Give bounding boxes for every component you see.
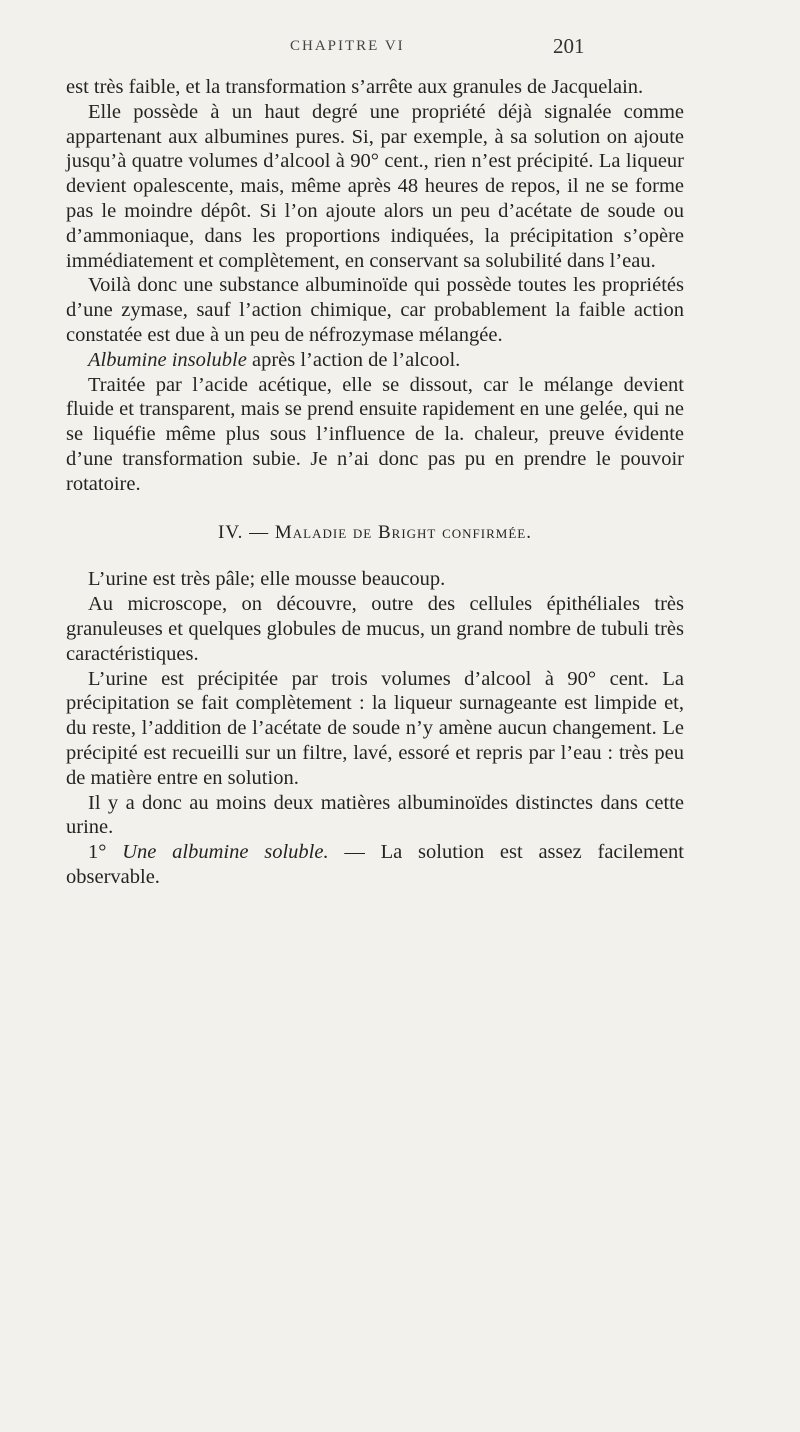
- item-number: 1°: [88, 841, 123, 864]
- body-text: [66, 75, 684, 890]
- section-heading: [66, 521, 684, 546]
- section-title: Maladie de Bright confirmée.: [274, 521, 532, 543]
- subheading-text: — La solution est assez facilement observable.: [66, 841, 684, 888]
- page-number: 201: [553, 34, 585, 58]
- paragraph: est très faible, et la transformation s’arrête aux granules de Jacquelain.: [66, 76, 644, 98]
- paragraph: Il y a donc au moins deux matières albuminoïdes distinctes dans cette urine.: [66, 791, 684, 839]
- paragraph: Traitée par l’acide acétique, elle se dissout, car le mélange devient fluide et transparent, mais se prend ensuite rapidement en une gelée, qui ne se liquéfie même plus sous l’influence de la. chaleur, preuve évidente d’une transformation subie. Je n’ai donc pas pu en prendre le pouvoir rotatoire.: [66, 373, 684, 495]
- subheading-albumine-insoluble: Albumine insoluble: [88, 348, 247, 371]
- paragraph: Elle possède à un haut degré une propriété déjà signalée comme appartenant aux albumines pures. Si, par exemple, à sa solution on ajoute jusqu’à quatre volumes d’alcool à 90° cent., rien n’est précipité. La liqueur devient opalescente, mais, même après 48 heures de repos, il ne se forme pas le moindre dépôt. Si l’on ajoute alors un peu d’acétate de soude ou d’ammoniaque, dans les proportions indiquées, la précipitation s’opère immédiatement et complètement, en conservant sa solubilité dans l’eau.: [66, 100, 684, 272]
- paragraph: L’urine est très pâle; elle mousse beaucoup.: [88, 568, 446, 591]
- subheading-paragraph: [66, 348, 684, 373]
- paragraph: L’urine est précipitée par trois volumes d’alcool à 90° cent. La précipitation se fait complètement : la liqueur surnageante est limpide et, du reste, l’addition de l’acétate de soude n’y amène aucun changement. Le précipité est recueilli sur un filtre, lavé, essoré et repris par l’eau : très peu de matière entre en solution.: [66, 667, 684, 789]
- section-number: IV. —: [218, 521, 275, 543]
- chapter-running-title: CHAPITRE VI: [290, 38, 405, 54]
- running-head: [0, 34, 800, 68]
- subheading-paragraph: [66, 840, 684, 890]
- subheading-albumine-soluble: Une albumine soluble.: [122, 841, 329, 864]
- paragraph: Au microscope, on découvre, outre des cellules épithéliales très granuleuses et quelques globules de mucus, un grand nombre de tubuli très caractéristiques.: [66, 593, 684, 665]
- paragraph: Voilà donc une substance albuminoïde qui possède toutes les propriétés d’une zymase, sauf l’action chimique, car probablement la faible action constatée est due à un peu de néfrozymase mélangée.: [66, 274, 684, 346]
- subheading-text: après l’action de l’alcool.: [246, 348, 461, 371]
